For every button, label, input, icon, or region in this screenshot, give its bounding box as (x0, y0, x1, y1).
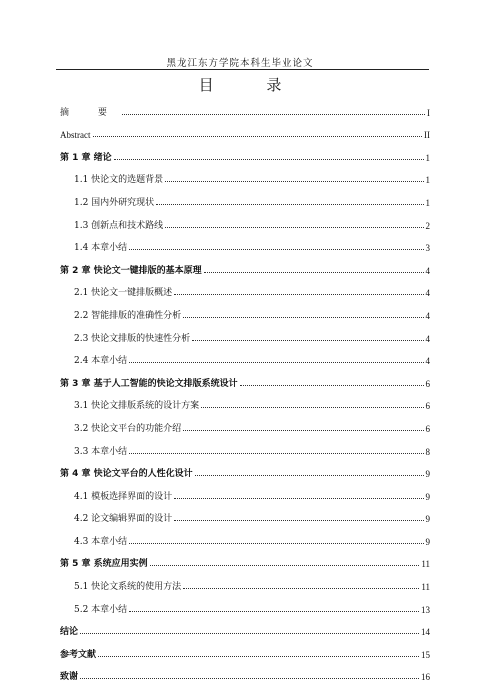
toc-entry-label: 第 3 章 基于人工智能的快论文排版系统设计 (60, 378, 238, 389)
dot-leader (129, 611, 419, 612)
toc-page-number: 3 (425, 243, 430, 254)
toc-chapter-entry[interactable] (60, 254, 430, 277)
dot-leader (204, 272, 424, 273)
toc-entry-label: 2.2 智能排版的准确性分析 (74, 310, 182, 321)
toc-entry-label: 4.1 模板选择界面的设计 (74, 491, 173, 502)
toc-page-number: 1 (425, 152, 430, 163)
toc-entry-label: 1.1 快论文的选题背景 (74, 175, 164, 186)
toc-page-number: 4 (425, 356, 430, 367)
toc-entry-label: 1.4 本章小结 (74, 243, 128, 254)
toc-section-entry[interactable] (60, 232, 430, 255)
toc-entry-label: 4.2 论文编辑界面的设计 (74, 514, 173, 525)
dot-leader (129, 362, 423, 363)
header-rule (56, 69, 429, 70)
dot-leader (98, 656, 419, 657)
toc-page-number: 15 (421, 649, 430, 660)
dot-leader (195, 475, 424, 476)
dot-leader (114, 159, 424, 160)
dot-leader (174, 520, 423, 521)
toc-entry-label: 1.3 创新点和技术路线 (74, 220, 164, 231)
toc-entry-label: 第 1 章 绪论 (60, 152, 112, 163)
toc-page-number: 11 (421, 582, 430, 593)
toc-page-number: 9 (425, 514, 430, 525)
toc-section-entry[interactable] (60, 593, 430, 616)
toc-section-entry[interactable] (60, 345, 430, 368)
toc-chapter-entry[interactable] (60, 548, 430, 571)
toc-page-number: 16 (421, 672, 430, 683)
toc-page-number: 11 (421, 559, 430, 570)
dot-leader (129, 543, 423, 544)
toc-entry-label: 4.3 本章小结 (74, 536, 128, 547)
toc-front-entry[interactable] (60, 119, 430, 142)
toc-section-entry[interactable] (60, 209, 430, 232)
toc-page-number: 4 (425, 333, 430, 344)
toc-page-number: 14 (421, 627, 430, 638)
toc-entry-label: 摘 要 (60, 107, 120, 118)
toc-section-entry[interactable] (60, 277, 430, 300)
dot-leader (165, 227, 423, 228)
dot-leader (165, 181, 423, 182)
toc-section-entry[interactable] (60, 525, 430, 548)
running-header: 黑龙江东方学院本科生毕业论文 (166, 58, 314, 69)
toc-entry-label: 5.1 快论文系统的使用方法 (74, 582, 182, 593)
toc-page-number: 13 (421, 604, 430, 615)
toc-entry-label: 第 5 章 系统应用实例 (60, 559, 148, 570)
toc-page-number: 9 (425, 469, 430, 480)
toc-section-entry[interactable] (60, 186, 430, 209)
toc-entry-label: 第 2 章 快论文一键排版的基本原理 (60, 265, 202, 276)
toc-page-number: 2 (425, 220, 430, 231)
toc-page-number: 1 (425, 175, 430, 186)
toc-entry-label: 3.1 快论文排版系统的设计方案 (74, 401, 200, 412)
toc-section-entry[interactable] (60, 503, 430, 526)
dot-leader (240, 385, 424, 386)
toc-section-entry[interactable] (60, 570, 430, 593)
toc-chapter-entry[interactable] (60, 458, 430, 481)
toc-entry-label: 2.1 快论文一键排版概述 (74, 288, 173, 299)
toc-chapter-entry[interactable] (60, 661, 430, 683)
toc-chapter-entry[interactable] (60, 367, 430, 390)
toc-page-number: I (427, 107, 430, 118)
toc-page-number: 9 (425, 491, 430, 502)
toc-entry-label: 结论 (60, 627, 79, 638)
page-title: 目 录 (198, 76, 306, 94)
toc-entry-label: 参考文献 (60, 649, 97, 660)
toc-entry-label: Abstract (60, 130, 91, 141)
toc-entry-label: 1.2 国内外研究现状 (74, 197, 155, 208)
dot-leader (150, 565, 420, 566)
table-of-contents (60, 96, 430, 683)
dot-leader (183, 588, 419, 589)
dot-leader (201, 407, 423, 408)
dot-leader (80, 633, 419, 634)
toc-page-number: II (424, 130, 430, 141)
toc-entry-label: 3.3 本章小结 (74, 446, 128, 457)
toc-entry-label: 第 4 章 快论文平台的人性化设计 (60, 469, 193, 480)
toc-entry-label: 2.4 本章小结 (74, 356, 128, 367)
toc-entry-label: 3.2 快论文平台的功能介绍 (74, 423, 182, 434)
toc-chapter-entry[interactable] (60, 638, 430, 661)
toc-page-number: 6 (425, 401, 430, 412)
toc-entry-label: 2.3 快论文排版的快速性分析 (74, 333, 191, 344)
toc-page-number: 6 (425, 423, 430, 434)
toc-page-number: 4 (425, 310, 430, 321)
toc-section-entry[interactable] (60, 322, 430, 345)
toc-front-entry[interactable] (60, 96, 430, 119)
toc-section-entry[interactable] (60, 390, 430, 413)
dot-leader (183, 430, 423, 431)
dot-leader (129, 249, 423, 250)
dot-leader (174, 498, 423, 499)
dot-leader (156, 204, 423, 205)
dot-leader (174, 294, 423, 295)
toc-chapter-entry[interactable] (60, 616, 430, 639)
dot-leader (93, 136, 423, 137)
toc-page-number: 8 (425, 446, 430, 457)
dot-leader (122, 114, 425, 115)
toc-section-entry[interactable] (60, 435, 430, 458)
toc-page-number: 9 (425, 536, 430, 547)
dot-leader (129, 453, 423, 454)
toc-section-entry[interactable] (60, 164, 430, 187)
toc-page-number: 4 (425, 288, 430, 299)
dot-leader (192, 340, 423, 341)
toc-page-number: 1 (425, 197, 430, 208)
toc-section-entry[interactable] (60, 412, 430, 435)
toc-chapter-entry[interactable] (60, 141, 430, 164)
toc-page-number: 6 (425, 378, 430, 389)
toc-section-entry[interactable] (60, 480, 430, 503)
toc-entry-label: 致谢 (60, 672, 79, 683)
toc-entry-label: 5.2 本章小结 (74, 604, 128, 615)
toc-page-number: 4 (425, 265, 430, 276)
toc-section-entry[interactable] (60, 299, 430, 322)
dot-leader (183, 317, 423, 318)
